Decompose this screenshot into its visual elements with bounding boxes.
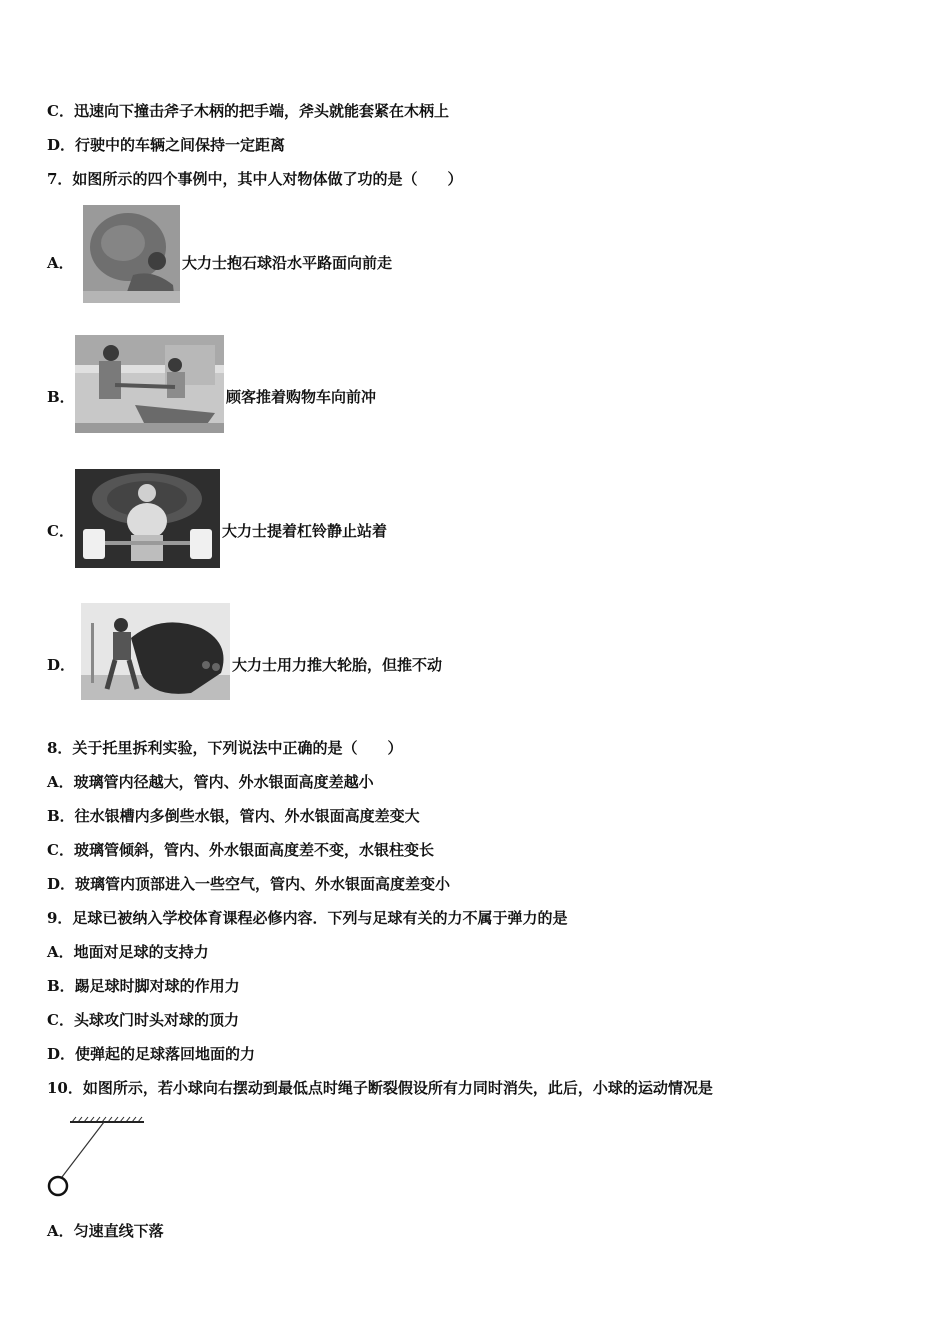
q7-stem: 7．如图所示的四个事例中，其中人对物体做了功的是（ ） <box>47 170 463 188</box>
q7-option-c-letter: C． <box>47 522 74 540</box>
q9-option-c: C．头球攻门时头对球的顶力 <box>47 1011 239 1029</box>
barbell-photo <box>75 469 220 568</box>
q10-option-a: A．匀速直线下落 <box>47 1222 164 1240</box>
q7-option-c-caption: 大力士提着杠铃静止站着 <box>222 522 388 540</box>
q7-option-a-letter: A． <box>47 254 74 272</box>
q7-option-b-caption: 顾客推着购物车向前冲 <box>226 388 377 406</box>
q10-stem: 10．如图所示，若小球向右摆动到最低点时绳子断裂假设所有力同时消失，此后，小球的运动情况是 <box>47 1079 713 1097</box>
q9-option-a: A．地面对足球的支持力 <box>47 943 209 961</box>
q9-option-d: D．使弹起的足球落回地面的力 <box>47 1045 256 1063</box>
q6-option-c: C．迅速向下撞击斧子木柄的把手端，斧头就能套紧在木柄上 <box>47 102 449 120</box>
q8-option-c: C．玻璃管倾斜，管内、外水银面高度差不变，水银柱变长 <box>47 841 434 859</box>
q8-stem: 8．关于托里拆利实验，下列说法中正确的是（ ） <box>47 739 403 757</box>
pendulum-diagram <box>44 1114 154 1204</box>
q7-option-b-letter: B． <box>47 388 75 406</box>
shopping-cart-photo <box>75 335 224 433</box>
q9-option-b: B．踢足球时脚对球的作用力 <box>47 977 240 995</box>
q7-option-a-caption: 大力士抱石球沿水平路面向前走 <box>182 254 393 272</box>
q8-option-a: A．玻璃管内径越大，管内、外水银面高度差越小 <box>47 773 374 791</box>
q8-option-b: B．往水银槽内多倒些水银，管内、外水银面高度差变大 <box>47 807 420 825</box>
q9-stem: 9．足球已被纳入学校体育课程必修内容．下列与足球有关的力不属于弹力的是 <box>47 909 568 927</box>
strongman-stone-photo <box>83 205 180 303</box>
q6-option-d: D．行驶中的车辆之间保持一定距离 <box>47 136 286 154</box>
tire-push-photo <box>81 603 230 700</box>
q7-option-d-caption: 大力士用力推大轮胎，但推不动 <box>232 656 443 674</box>
q7-option-d-letter: D． <box>47 656 76 674</box>
q8-option-d: D．玻璃管内顶部进入一些空气，管内、外水银面高度差变小 <box>47 875 451 893</box>
